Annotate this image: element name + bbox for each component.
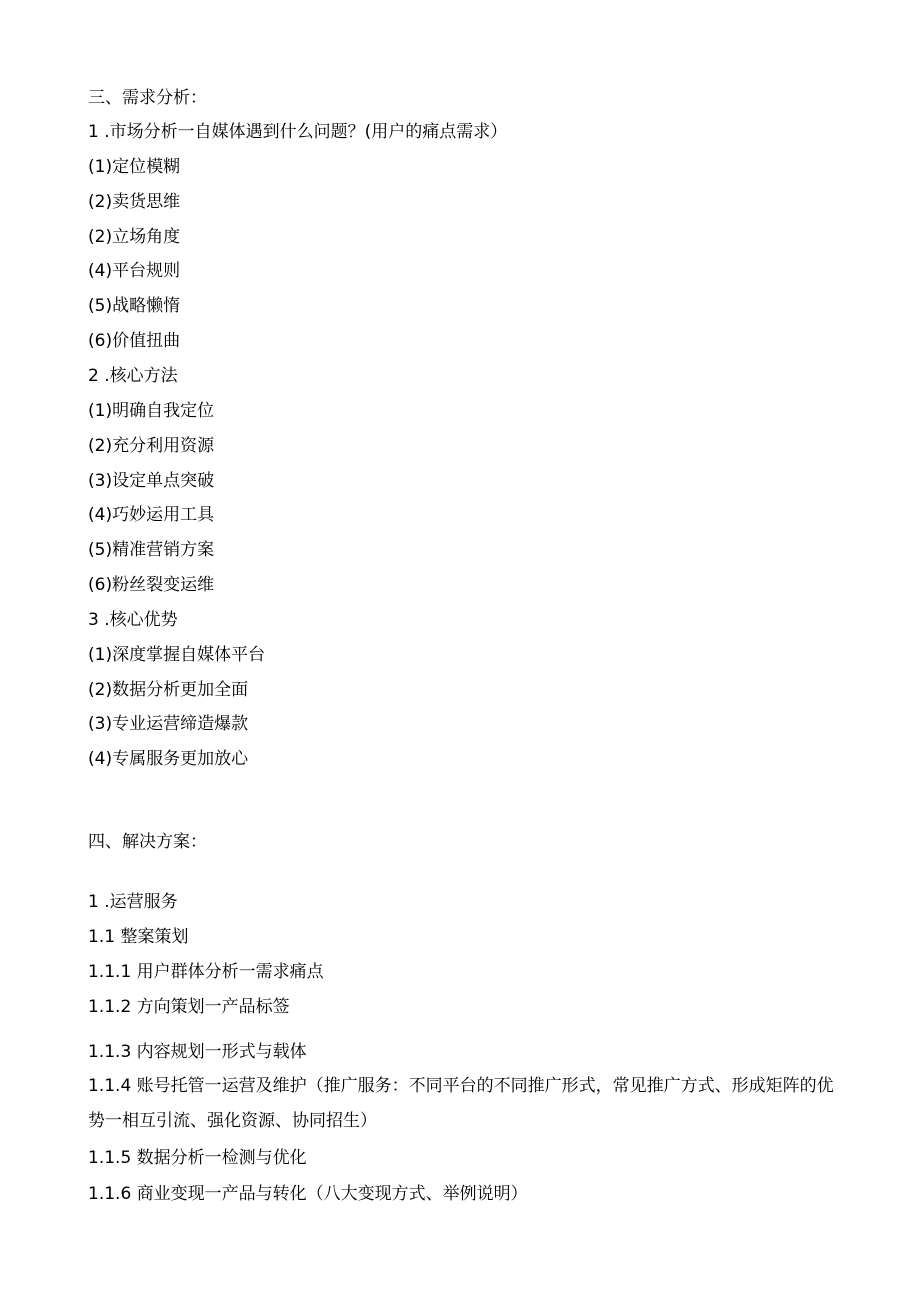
item1-point: (5)战略懒惰 bbox=[88, 296, 181, 316]
item3-point: (2)数据分析更加全面 bbox=[88, 680, 249, 700]
section3-heading: 三、需求分析： bbox=[88, 88, 207, 108]
item2-point: (6)粉丝裂变运维 bbox=[88, 575, 215, 595]
item1-point: (6)价值扭曲 bbox=[88, 331, 181, 351]
item1-point: (2)立场角度 bbox=[88, 227, 181, 247]
subsection-line: 1.1.3 内容规划一形式与载体 bbox=[88, 1042, 307, 1062]
subsection-line: 1.1.5 数据分析一检测与优化 bbox=[88, 1148, 307, 1168]
section4-item1-title: 1 .运营服务 bbox=[88, 892, 178, 912]
item2-title: 2 .核心方法 bbox=[88, 366, 178, 386]
item3-title: 3 .核心优势 bbox=[88, 610, 178, 630]
item2-point: (2)充分利用资源 bbox=[88, 436, 215, 456]
item2-point: (1)明确自我定位 bbox=[88, 401, 215, 421]
subsection-line: 1.1.2 方向策划一产品标签 bbox=[88, 997, 290, 1017]
item2-point: (3)设定单点突破 bbox=[88, 471, 215, 491]
subsection-line: 1.1.1 用户群体分析一需求痛点 bbox=[88, 962, 324, 982]
item2-point: (4)巧妙运用工具 bbox=[88, 505, 215, 525]
item3-point: (4)专属服务更加放心 bbox=[88, 749, 249, 769]
item3-point: (1)深度掌握自媒体平台 bbox=[88, 645, 266, 665]
section4-heading: 四、解决方案： bbox=[88, 832, 207, 852]
subsection-1-1: 1.1 整案策划 bbox=[88, 927, 189, 947]
item1-point: (2)卖货思维 bbox=[88, 192, 181, 212]
item1-point: (4)平台规则 bbox=[88, 261, 181, 281]
item1-title: 1 .市场分析一自媒体遇到什么问题？(用户的痛点需求） bbox=[88, 122, 508, 142]
item3-point: (3)专业运营缔造爆款 bbox=[88, 714, 249, 734]
subsection-line-wrapped: 1.1.4 账号托管一运营及维护（推广服务：不同平台的不同推广形式，常见推广方式、形成矩阵的优势一相互引流、强化资源、协同招生） bbox=[88, 1076, 834, 1131]
item2-point: (5)精准营销方案 bbox=[88, 540, 215, 560]
item1-point: (1)定位模糊 bbox=[88, 157, 181, 177]
subsection-line: 1.1.6 商业变现一产品与转化（八大变现方式、举例说明） bbox=[88, 1184, 528, 1204]
